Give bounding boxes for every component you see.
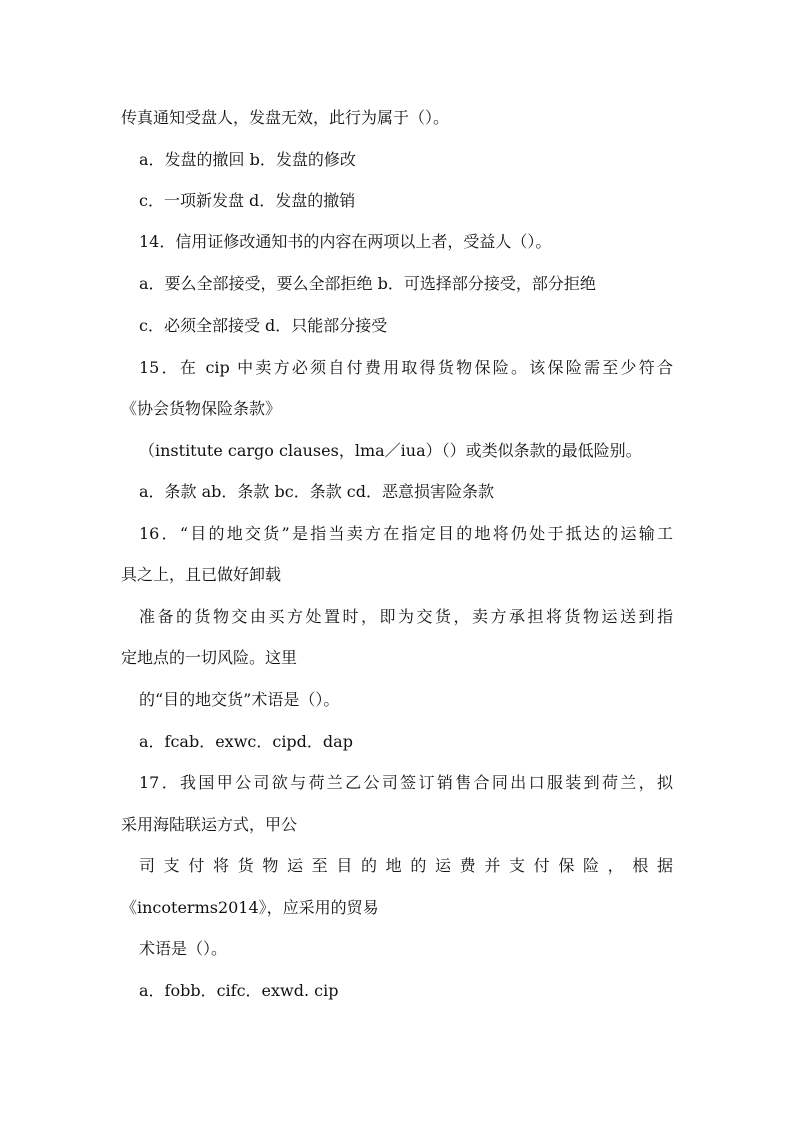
text-line-5: 准备的货物交由买方处置时，即为交货，卖方承担将货物运送到指 [139,607,673,626]
question-14: 14．信用证修改通知书的内容在两项以上者，受益人（）。 [139,232,552,251]
option-line-6: a．fcab．exwc．cipd．dap [139,732,353,751]
option-line-3: a．要么全部接受，要么全部拒绝 b．可选择部分接受，部分拒绝 [139,274,596,293]
text-line-10: 《incoterms2014》，应采用的贸易 [121,898,379,917]
text-line-9: 司支付将货物运至目的地的运费并支付保险，根据 [139,856,673,875]
option-line-7: a．fobb．cifc．exwd. cip [139,981,339,1000]
text-line-8: 采用海陆联运方式，甲公 [121,815,298,834]
option-line-5: a．条款 ab．条款 bc．条款 cd．恶意损害险条款 [139,482,494,501]
question-15: 15．在 cip 中卖方必须自付费用取得货物保险。该保险需至少符合 [139,358,673,377]
text-line-6: 定地点的一切风险。这里 [121,648,298,667]
question-16: 16．“目的地交货”是指当卖方在指定目的地将仍处于抵达的运输工 [139,524,673,543]
question-17: 17．我国甲公司欲与荷兰乙公司签订销售合同出口服装到荷兰，拟 [139,773,673,792]
option-line-2: c．一项新发盘 d．发盘的撤销 [139,191,356,210]
text-line-7: 的“目的地交货”术语是（）。 [139,690,340,709]
text-line-4: 具之上，且已做好卸载 [121,565,282,584]
text-line-2: 《协会货物保险条款》 [121,399,282,418]
option-line-4: c．必须全部接受 d．只能部分接受 [139,316,388,335]
text-line-3: （institute cargo clauses，lma／iua）（）或类似条款的最低险别。 [139,441,642,460]
text-line-11: 术语是（）。 [139,939,228,958]
text-line-1: 传真通知受盘人，发盘无效，此行为属于（）。 [121,108,450,127]
option-line-1: a．发盘的撤回 b．发盘的修改 [139,150,356,169]
